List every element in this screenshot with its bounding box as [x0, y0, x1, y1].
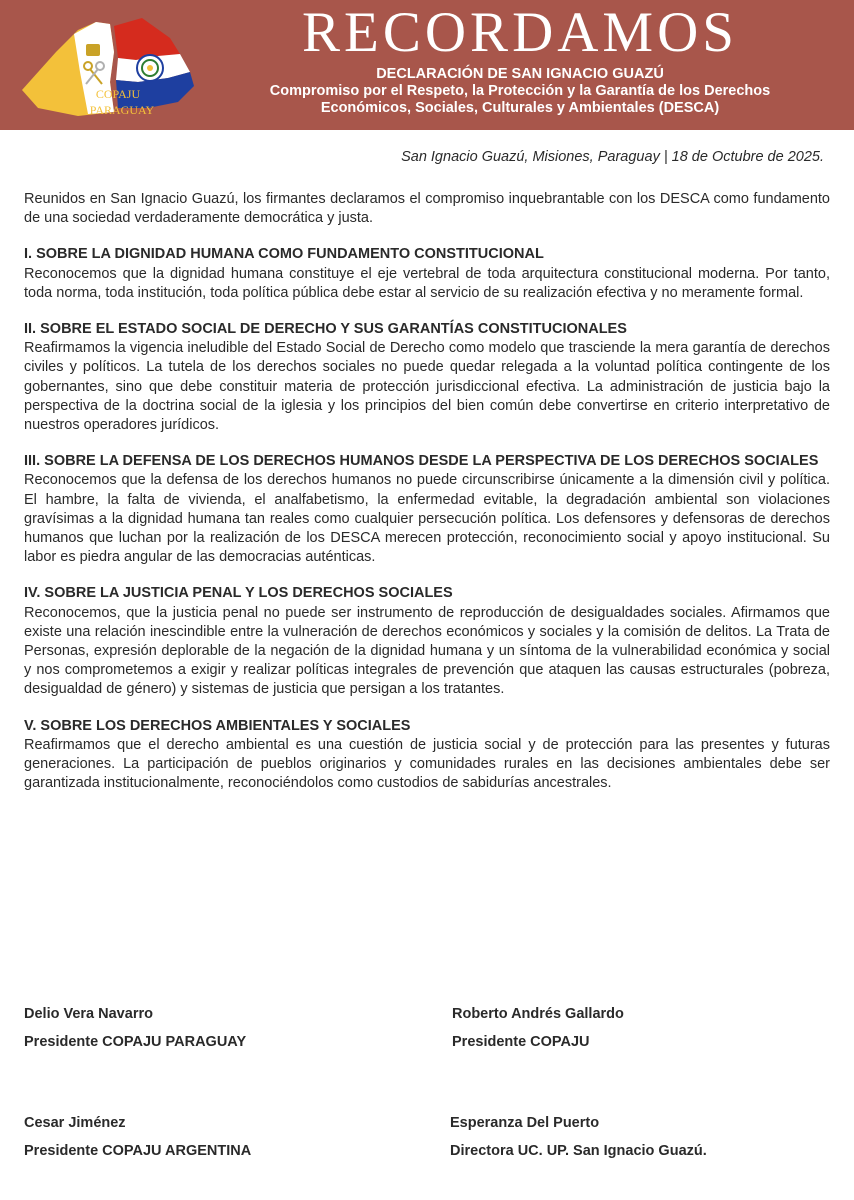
section-body: Reafirmamos la vigencia ineludible del Estado Social de Derecho como modelo que trasciende la mera garantía de derechos civiles y políticos. La tutela de los derechos sociales no puede quedar relegada a la voluntad política contingente de los gobernantes, sino que debe constituir materia de protección jurisdiccional efectiva. La administración de justicia bajo la perspectiva de la doctrina social de la iglesia y los principios del bien común debe convertirse en criterio interpretativo de nuestros operadores jurídicos.	[24, 340, 830, 434]
signature-block	[450, 1109, 707, 1165]
declaration-subtitle	[200, 66, 840, 117]
signature-role: Presidente COPAJU	[452, 1034, 590, 1050]
signature-role: Presidente COPAJU ARGENTINA	[24, 1143, 252, 1159]
signature-name: Cesar Jiménez	[24, 1115, 126, 1131]
section-body: Reafirmamos que el derecho ambiental es una cuestión de justicia social y de protección para las presentes y futuras generaciones. La participación de pueblos originarios y comunidades rurales en las decisiones ambientales debe ser garantizada institucionalmente, reconociéndolos como custodios de sabidurías ancestrales.	[24, 736, 830, 792]
section-3	[24, 452, 830, 567]
section-5	[24, 717, 830, 794]
intro-paragraph: Reunidos en San Ignacio Guazú, los firmantes declaramos el compromiso inquebrantable con los DESCA como fundamento de una sociedad verdaderamente democrática y justa.	[24, 191, 830, 227]
svg-text:COPAJU: COPAJU	[95, 87, 141, 101]
section-heading: V. SOBRE LOS DERECHOS AMBIENTALES Y SOCIALES	[24, 717, 411, 734]
header-banner	[0, 0, 854, 130]
signature-role: Presidente COPAJU PARAGUAY	[24, 1034, 247, 1050]
signature-block	[24, 1109, 251, 1165]
section-4	[24, 584, 830, 699]
signature-block	[24, 1000, 246, 1056]
section-body: Reconocemos que la defensa de los derechos humanos no puede circunscribirse únicamente a la dimensión civil y política. El hambre, la falta de vivienda, el analfabetismo, la enfermedad evitable, la degradación ambiental son violaciones gravísimas a la dignidad humana tan reales como cualquier persecución política. Los defensores y defensoras de derechos humanos que luchan por la realización de los DESCA merecen protección, reconocimiento social y apoyo institucional. Su labor es piedra angular de las democracias auténticas.	[24, 472, 830, 566]
svg-text:PARAGUAY: PARAGUAY	[89, 103, 155, 117]
declaration-body	[24, 190, 830, 810]
signature-name: Delio Vera Navarro	[24, 1006, 153, 1022]
section-body: Reconocemos que la dignidad humana constituye el eje vertebral de toda arquitectura constitucional moderna. Por tanto, toda norma, toda institución, toda política pública debe estar al servicio de su realización efectiva y no meramente formal.	[24, 265, 830, 301]
section-heading: IV. SOBRE LA JUSTICIA PENAL Y LOS DERECHOS SOCIALES	[24, 585, 453, 602]
signature-block	[452, 1000, 624, 1056]
copaju-paraguay-logo	[18, 12, 198, 122]
section-1	[24, 245, 830, 303]
page-title: RECORDAMOS	[302, 1, 738, 64]
section-heading: I. SOBRE LA DIGNIDAD HUMANA COMO FUNDAMENTO CONSTITUCIONAL	[24, 246, 544, 263]
signature-name: Roberto Andrés Gallardo	[452, 1006, 624, 1022]
signature-role: Directora UC. UP. San Ignacio Guazú.	[450, 1143, 707, 1159]
subtitle-line-3: Económicos, Sociales, Culturales y Ambientales (DESCA)	[320, 100, 720, 116]
section-2	[24, 320, 830, 435]
section-heading: III. SOBRE LA DEFENSA DE LOS DERECHOS HUMANOS DESDE LA PERSPECTIVA DE LOS DERECHOS SOCIALES	[24, 453, 819, 470]
paraguay-seal-icon	[137, 55, 163, 81]
section-body: Reconocemos, que la justicia penal no puede ser instrumento de reproducción de desigualdades sociales. Afirmamos que existe una relación inescindible entre la vulneración de derechos económicos y sociales y la comisión de delitos. La Trata de Personas, expresión deplorable de la negación de la dignidad humana y un síntoma de la vulnerabilidad económica y social y nos comprometemos a exigir y realizar políticas integrales de prevención que ataquen las causas estructurales (pobreza, desigualdad de género) y sistemas de justicia que persigan a los tratantes.	[24, 604, 830, 698]
subtitle-line-1: DECLARACIÓN DE SAN IGNACIO GUAZÚ	[376, 66, 664, 82]
section-heading: II. SOBRE EL ESTADO SOCIAL DE DERECHO Y SUS GARANTÍAS CONSTITUCIONALES	[24, 321, 627, 338]
place-date: San Ignacio Guazú, Misiones, Paraguay | 18 de Octubre de 2025.	[401, 149, 824, 165]
signature-name: Esperanza Del Puerto	[450, 1115, 600, 1131]
subtitle-line-2: Compromiso por el Respeto, la Protección y la Garantía de los Derechos	[269, 83, 771, 99]
